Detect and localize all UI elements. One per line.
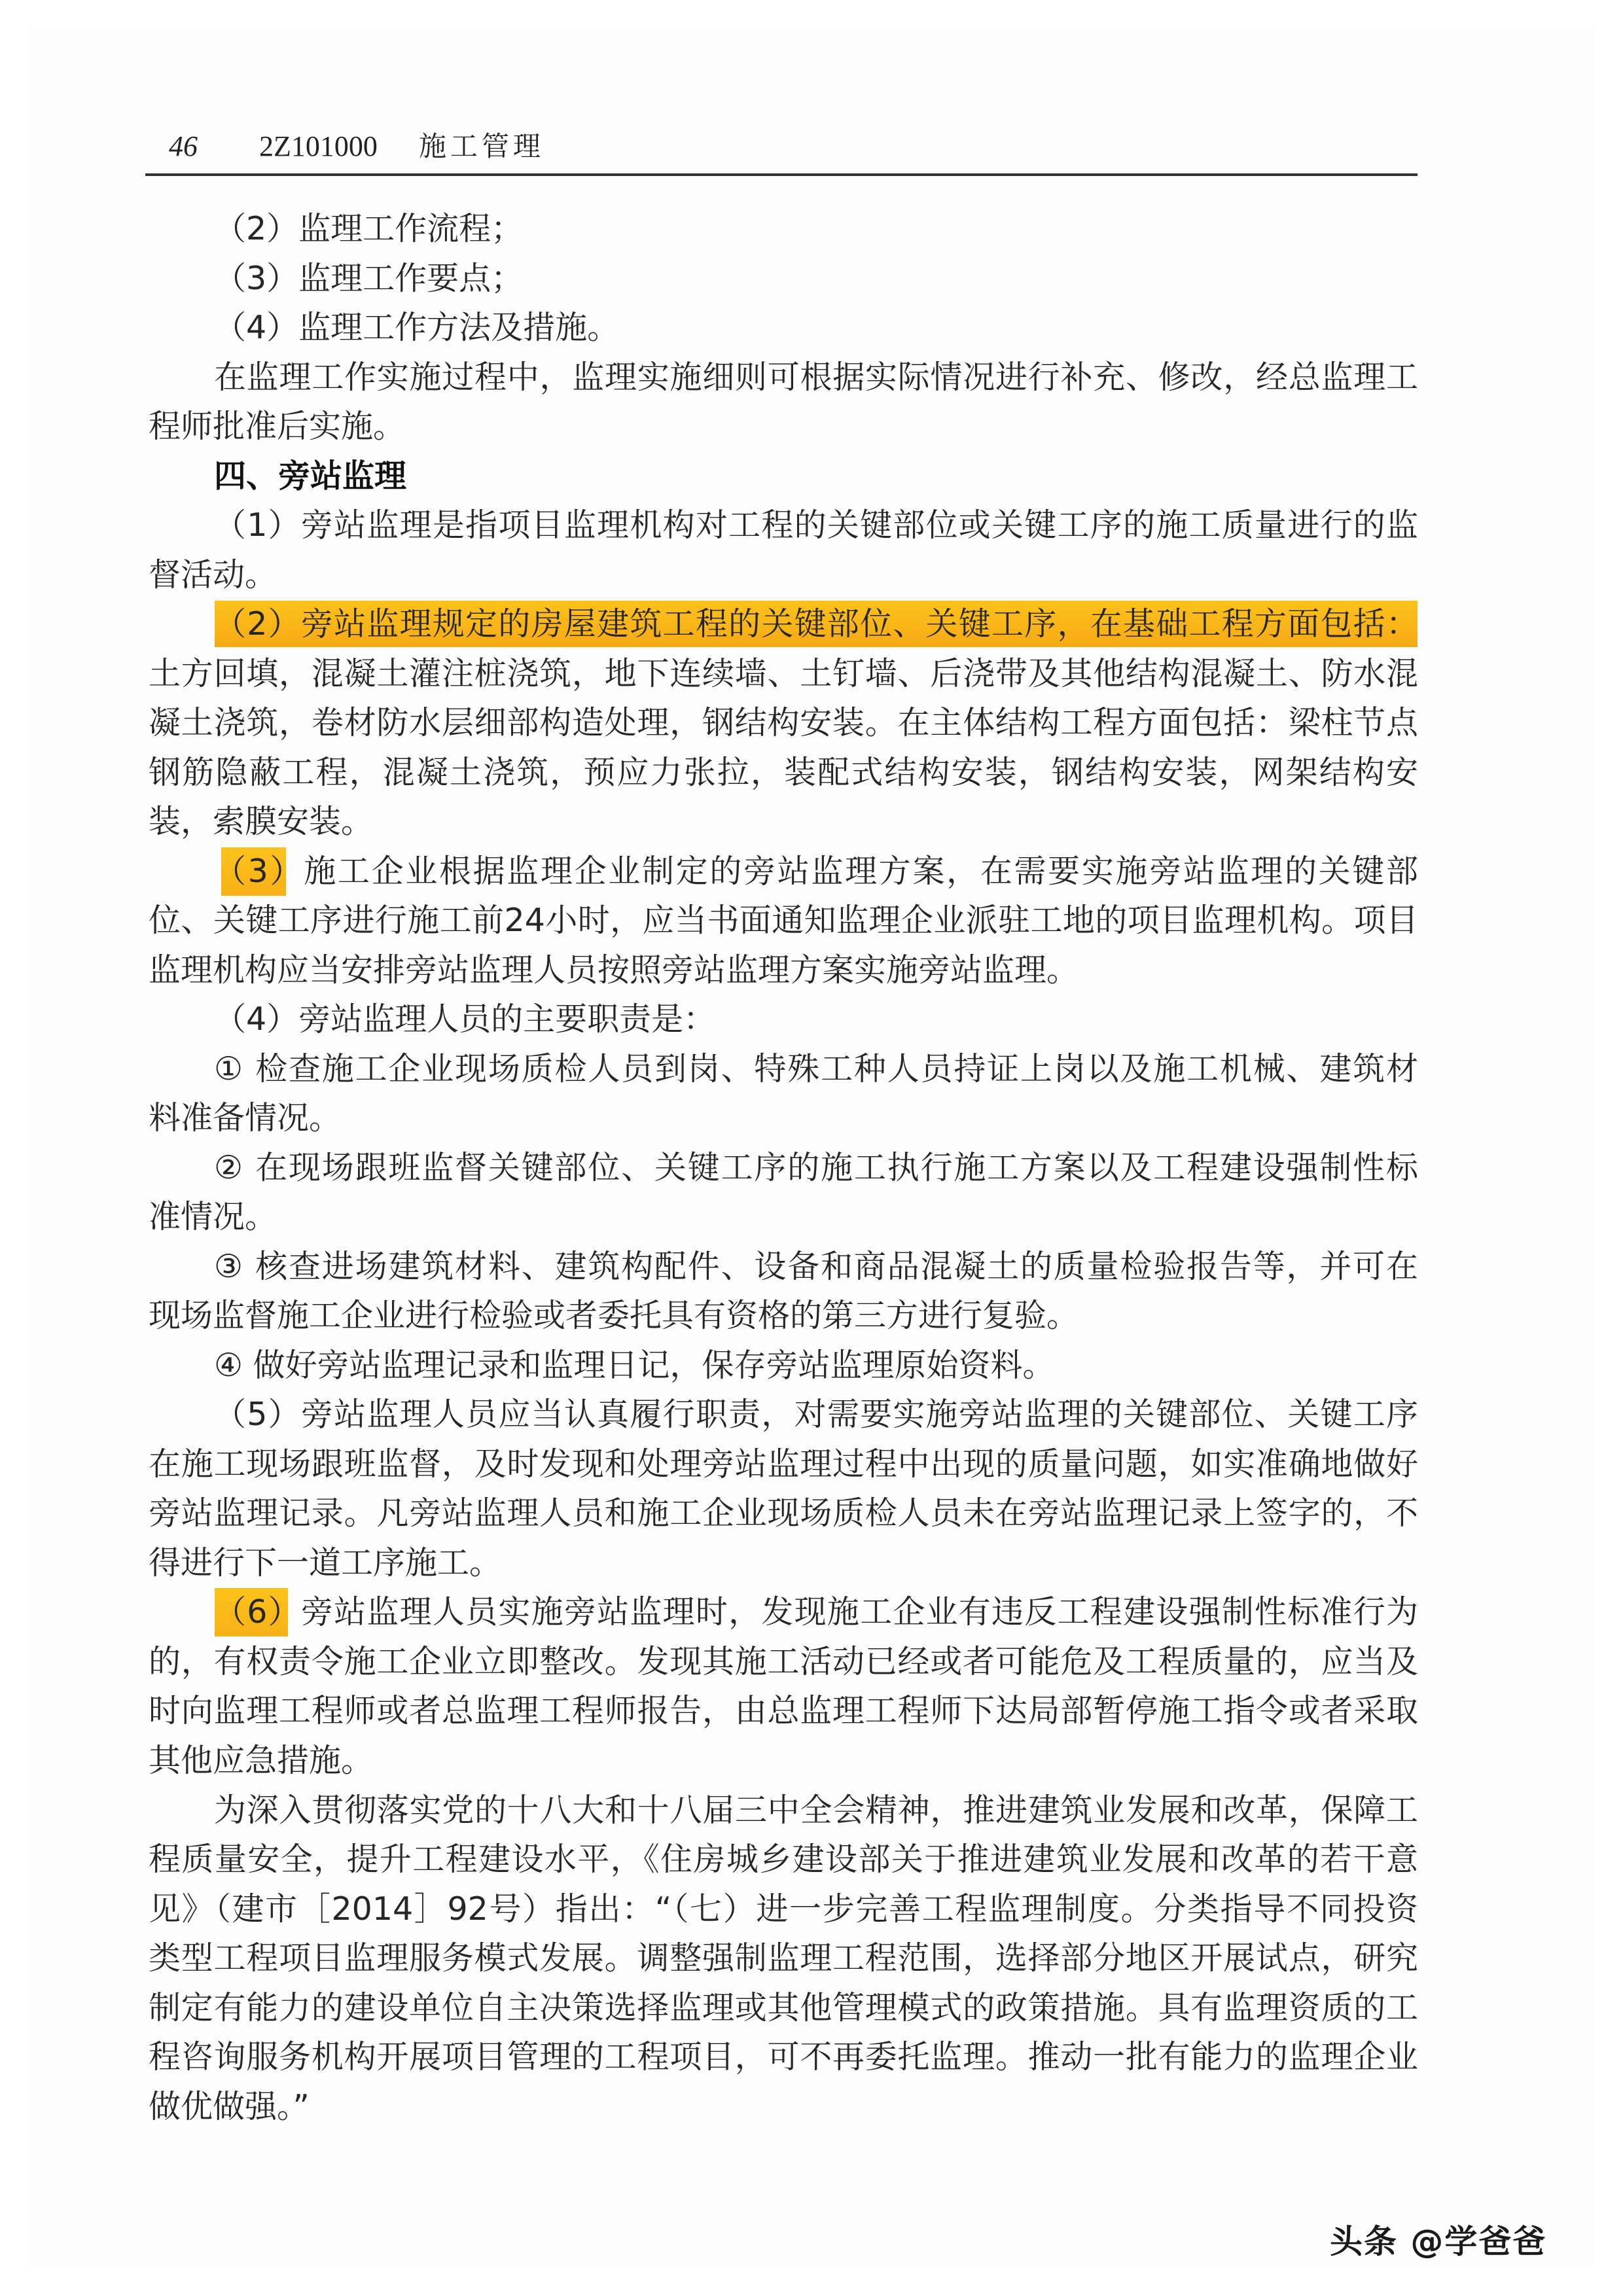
section-heading: 四、旁站监理 [214,457,407,495]
paragraph-line: 为深入贯彻落实党的十八大和十八届三中全会精神，推进建筑业发展和改革，保障工 [214,1791,1418,1829]
paragraph-line: 在施工现场跟班监督，及时发现和处理旁站监理过程中出现的质量问题，如实准确地做好 [149,1445,1418,1483]
paragraph-line: 见》（建市［2014］92号）指出：“（七）进一步完善工程监理制度。分类指导不同投资 [149,1890,1418,1928]
paragraph-line: ② 在现场跟班监督关键部位、关键工序的施工执行施工方案以及工程建设强制性标 [214,1148,1418,1186]
paragraph-line: 时向监理工程师或者总监理工程师报告，由总监理工程师下达局部暂停施工指令或者采取 [149,1692,1418,1730]
watermark: 头条 @学爸爸 [1330,2223,1547,2261]
section-title: 施工管理 [419,130,545,162]
paragraph-line: 在监理工作实施过程中，监理实施细则可根据实际情况进行补充、修改，经总监理工 [214,358,1418,396]
paragraph-line: ① 检查施工企业现场质检人员到岗、特殊工种人员持证上岗以及施工机械、建筑材 [214,1050,1418,1087]
paragraph-line: 其他应急措施。 [149,1741,374,1779]
paragraph-line: （4）旁站监理人员的主要职责是： [214,1000,716,1038]
paragraph-line: 位、关键工序进行施工前24小时，应当书面通知监理企业派驻工地的项目监理机构。项目 [149,902,1418,940]
paragraph-line: ④ 做好旁站监理记录和监理日记，保存旁站监理原始资料。 [214,1346,1055,1384]
paragraph-line: 旁站监理记录。凡旁站监理人员和施工企业现场质检人员未在旁站监理记录上签字的，不 [149,1494,1418,1532]
paragraph-line: （3）施工企业根据监理企业制定的旁站监理方案，在需要实施旁站监理的关键部 [149,847,1418,896]
paragraph-line: 的，有权责令施工企业立即整改。发现其施工活动已经或者可能危及工程质量的，应当及 [149,1642,1418,1680]
header-rule [145,173,1418,176]
paragraph-line: （1）旁站监理是指项目监理机构对工程的关键部位或关键工序的施工质量进行的监 [214,506,1418,544]
list-item: （3）监理工作要点； [214,259,524,297]
paragraph-line: 准情况。 [149,1198,277,1236]
paragraph-line: 程咨询服务机构开展项目管理的工程项目，可不再委托监理。推动一批有能力的监理企业 [149,2038,1418,2076]
list-item: （4）监理工作方法及措施。 [214,309,620,347]
paragraph-line: 凝土浇筑，卷材防水层细部构造处理，钢结构安装。在主体结构工程方面包括：梁柱节点 [149,704,1418,742]
paragraph-line: 程质量安全，提升工程建设水平，《住房城乡建设部关于推进建筑业发展和改革的若干意 [149,1841,1418,1879]
page-body [149,204,1418,2131]
paragraph-line: 类型工程项目监理服务模式发展。调整强制监理工程范围，选择部分地区开展试点，研究 [149,1939,1418,1977]
paragraph-line: （5）旁站监理人员应当认真履行职责，对需要实施旁站监理的关键部位、关键工序 [214,1396,1418,1434]
page-number: 46 [169,130,198,162]
paragraph-line: 装，索膜安装。 [149,803,374,841]
paragraph-line: 制定有能力的建设单位自主决策选择监理或其他管理模式的政策措施。具有监理资质的工 [149,1988,1418,2026]
paragraph-line: 得进行下一道工序施工。 [149,1544,502,1581]
paragraph-line: 现场监督施工企业进行检验或者委托具有资格的第三方进行复验。 [149,1297,1079,1335]
paragraph-line: 土方回填，混凝土灌注桩浇筑，地下连续墙、土钉墙、后浇带及其他结构混凝土、防水混 [149,654,1418,692]
paragraph-line: 钢筋隐蔽工程，混凝土浇筑，预应力张拉，装配式结构安装，钢结构安装，网架结构安 [149,753,1418,791]
paragraph-line: 督活动。 [149,556,277,593]
highlighted-line: （2）旁站监理规定的房屋建筑工程的关键部位、关键工序，在基础工程方面包括： [149,599,1418,649]
section-code: 2Z101000 [259,130,378,162]
list-item: （2）监理工作流程； [214,210,524,247]
paragraph-line: 程师批准后实施。 [149,408,406,446]
paragraph-line: ③ 核查进场建筑材料、建筑构配件、设备和商品混凝土的质量检验报告等，并可在 [214,1247,1418,1285]
paragraph-line: （6）旁站监理人员实施旁站监理时，发现施工企业有违反工程建设强制性标准行为 [149,1587,1418,1637]
paragraph-line: 做优做强。” [149,2087,310,2125]
paragraph-line: 监理机构应当安排旁站监理人员按照旁站监理方案实施旁站监理。 [149,951,1079,989]
paragraph-line: 料准备情况。 [149,1099,342,1137]
